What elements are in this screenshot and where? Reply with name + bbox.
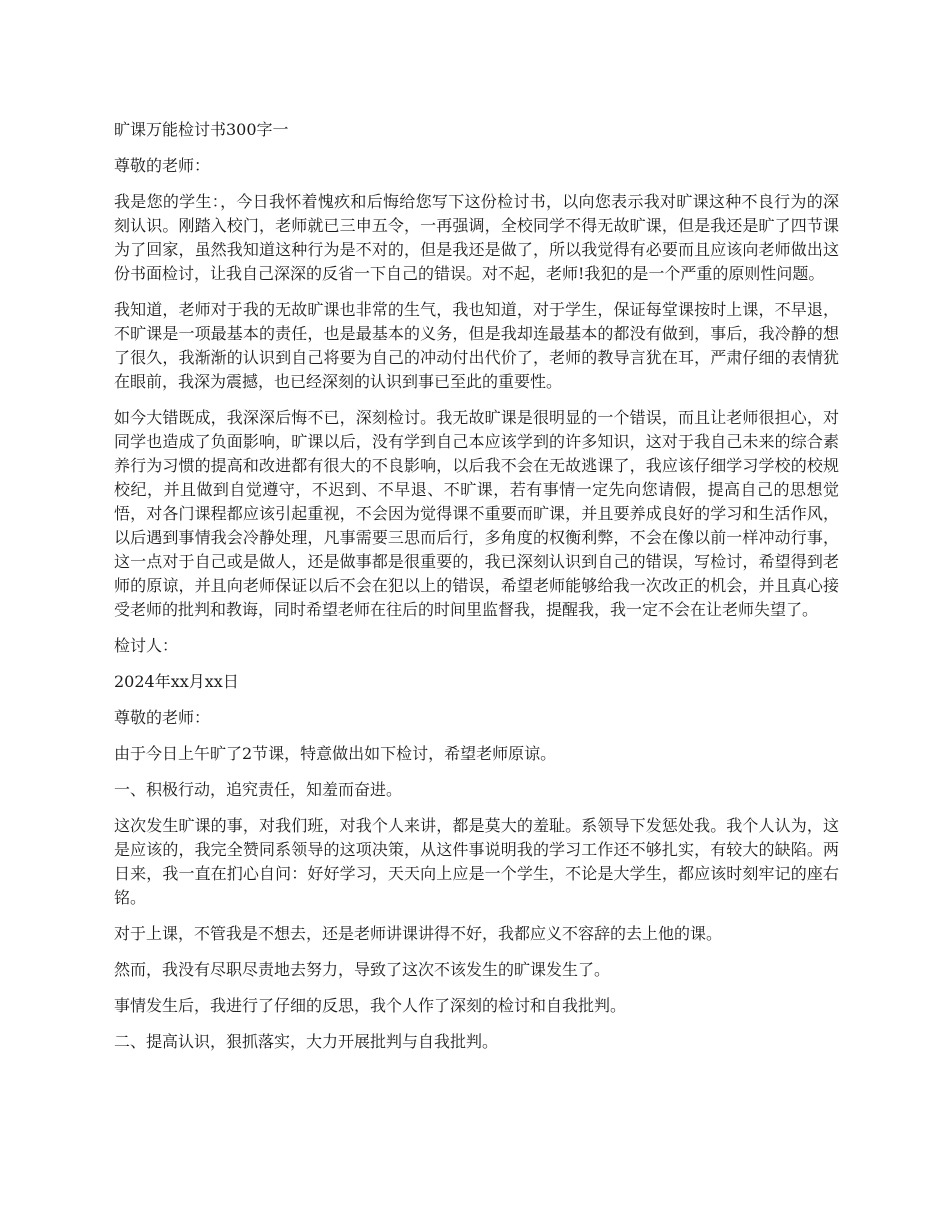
document-page [114,118,839,1066]
signature-label: 检讨人： [114,636,179,655]
body-paragraph: 这次发生旷课的事，对我们班，对我个人来讲，都是莫大的羞耻。系领导下发惩处我。我个人认为，这是应该的，我完全赞同系领导的这项决策，从这件事说明我的学习工作还不够扎实，有较大的缺陷。两日来，我一直在扪心自问：好好学习，天天向上应是一个学生，不论是大学生，都应该时刻牢记的座右铭。 [114,816,839,907]
salutation: 尊敬的老师： [114,708,211,727]
salutation: 尊敬的老师： [114,156,211,175]
body-paragraph: 然而，我没有尽职尽责地去努力，导致了这次不该发生的旷课发生了。 [114,960,611,979]
body-paragraph: 由于今日上午旷了2节课，特意做出如下检讨，希望老师原谅。 [114,744,557,763]
body-paragraph: 如今大错既成，我深深后悔不已，深刻检讨。我无故旷课是很明显的一个错误，而且让老师很担心，对同学也造成了负面影响，旷课以后，没有学到自己本应该学到的许多知识，这对于我自己未来的综合素养行为习惯的提高和改进都有很大的不良影响，以后我不会在无故逃课了，我应该仔细学习学校的校规校纪，并且做到自觉遵守，不迟到、不早退、不旷课，若有事情一定先向您请假，提高自己的思想觉悟，对各门课程都应该引起重视，不会因为觉得课不重要而旷课，并且要养成良好的学习和生活作风，以后遇到事情我会冷静处理，凡事需要三思而后行，多角度的权衡利弊，不会在像以前一样冲动行事，这一点对于自己或是做人，还是做事都是很重要的，我已深刻认识到自己的错误，写检讨，希望得到老师的原谅，并且向老师保证以后不会在犯以上的错误，希望老师能够给我一次改正的机会，并且真心接受老师的批判和教诲，同时希望老师在往后的时间里监督我，提醒我，我一定不会在让老师失望了。 [114,408,839,619]
document-title: 旷课万能检讨书300字一 [114,120,289,139]
section-heading: 二、提高认识，狠抓落实，大力开展批判与自我批判。 [114,1032,499,1051]
body-paragraph: 我是您的学生：，今日我怀着愧疚和后悔给您写下这份检讨书，以向您表示我对旷课这种不良行为的深刻认识。刚踏入校门，老师就已三申五令，一再强调，全校同学不得无故旷课，但是我还是旷了四节课为了回家，虽然我知道这种行为是不对的，但是我还是做了，所以我觉得有必要而且应该向老师做出这份书面检讨，让我自己深深的反省一下自己的错误。对不起，老师!我犯的是一个严重的原则性问题。 [114,192,839,283]
body-paragraph: 对于上课，不管我是不想去，还是老师讲课讲得不好，我都应义不容辞的去上他的课。 [114,924,723,943]
body-paragraph: 我知道，老师对于我的无故旷课也非常的生气，我也知道，对于学生，保证每堂课按时上课，不早退，不旷课是一项最基本的责任，也是最基本的义务，但是我却连最基本的都没有做到，事后，我冷静的想了很久，我渐渐的认识到自己将要为自己的冲动付出代价了，老师的教导言犹在耳，严肃仔细的表情犹在眼前，我深为震撼，也已经深刻的认识到事已至此的重要性。 [114,300,839,391]
date-line: 2024年xx月xx日 [114,672,239,691]
body-paragraph: 事情发生后，我进行了仔细的反思，我个人作了深刻的检讨和自我批判。 [114,996,627,1015]
section-heading: 一、积极行动，追究责任，知羞而奋进。 [114,780,403,799]
